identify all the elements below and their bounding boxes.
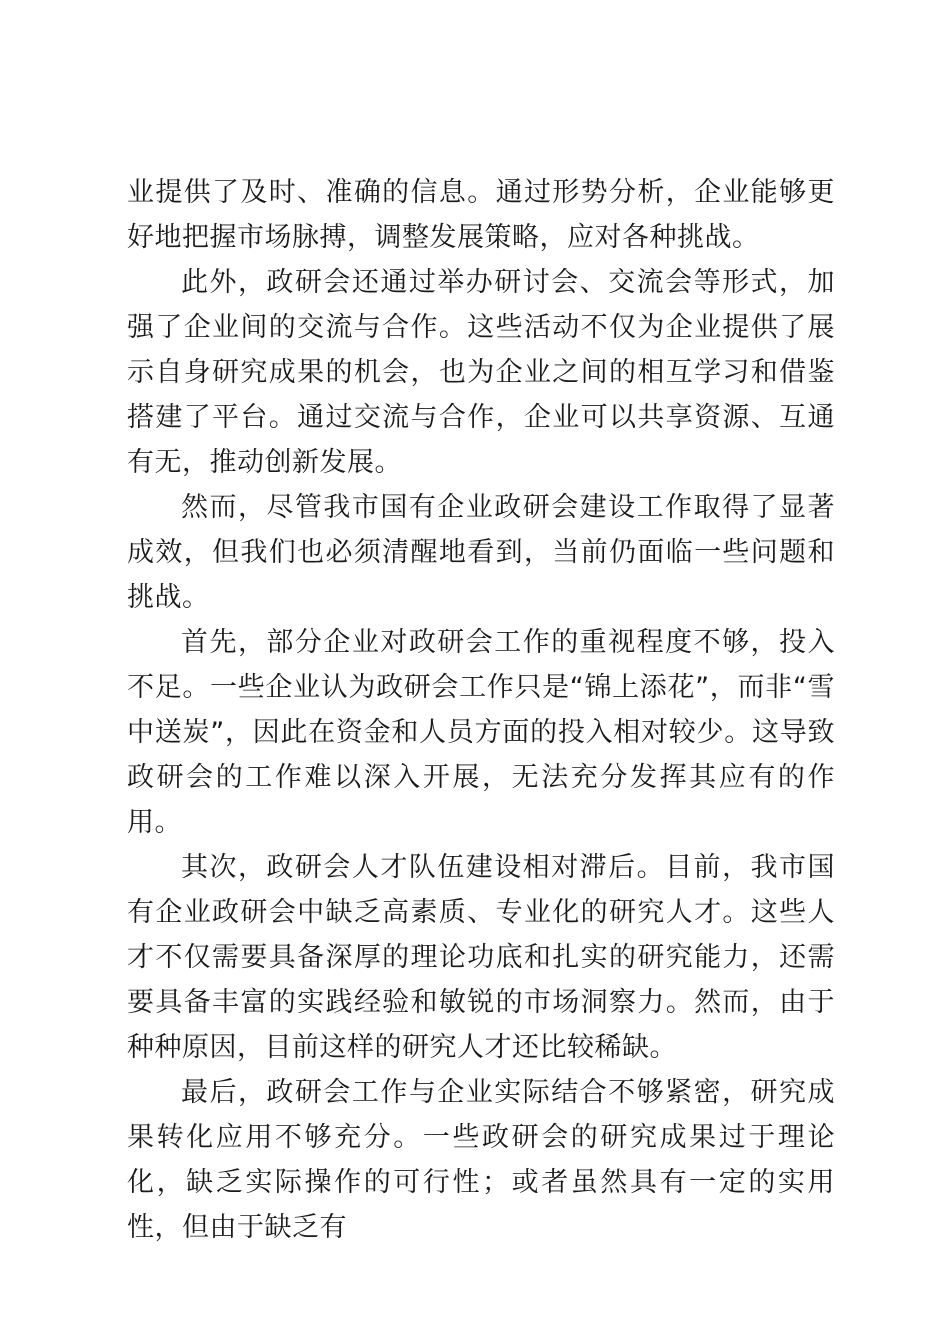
paragraph: 最后，政研会工作与企业实际结合不够紧密，研究成果转化应用不够充分。一些政研会的研究成果过于理论化，缺乏实际操作的可行性；或者虽然具有一定的实用性，但由于缺乏有 (127, 1077, 835, 1243)
paragraph: 其次，政研会人才队伍建设相对滞后。目前，我市国有企业政研会中缺乏高素质、专业化的研究人才。这些人才不仅需要具备深厚的理论功底和扎实的研究能力，还需要具备丰富的实践经验和敏锐的市场洞察力。然而，由于种种原因，目前这样的研究人才还比较稀缺。 (127, 852, 835, 1063)
paragraph: 首先，部分企业对政研会工作的重视程度不够，投入不足。一些企业认为政研会工作只是“锦上添花”，而非“雪中送炭”，因此在资金和人员方面的投入相对较少。这导致政研会的工作难以深入开展，无法充分发挥其应有的作用。 (127, 627, 835, 838)
paragraph: 此外，政研会还通过举办研讨会、交流会等形式，加强了企业间的交流与合作。这些活动不仅为企业提供了展示自身研究成果的机会，也为企业之间的相互学习和借鉴搭建了平台。通过交流与合作，企业可以共享资源、互通有无，推动创新发展。 (127, 267, 835, 478)
document-body (127, 170, 835, 1250)
paragraph: 然而，尽管我市国有企业政研会建设工作取得了显著成效，但我们也必须清醒地看到，当前仍面临一些问题和挑战。 (127, 492, 835, 613)
paragraph-continued: 业提供了及时、准确的信息。通过形势分析，企业能够更好地把握市场脉搏，调整发展策略，应对各种挑战。 (127, 177, 835, 253)
